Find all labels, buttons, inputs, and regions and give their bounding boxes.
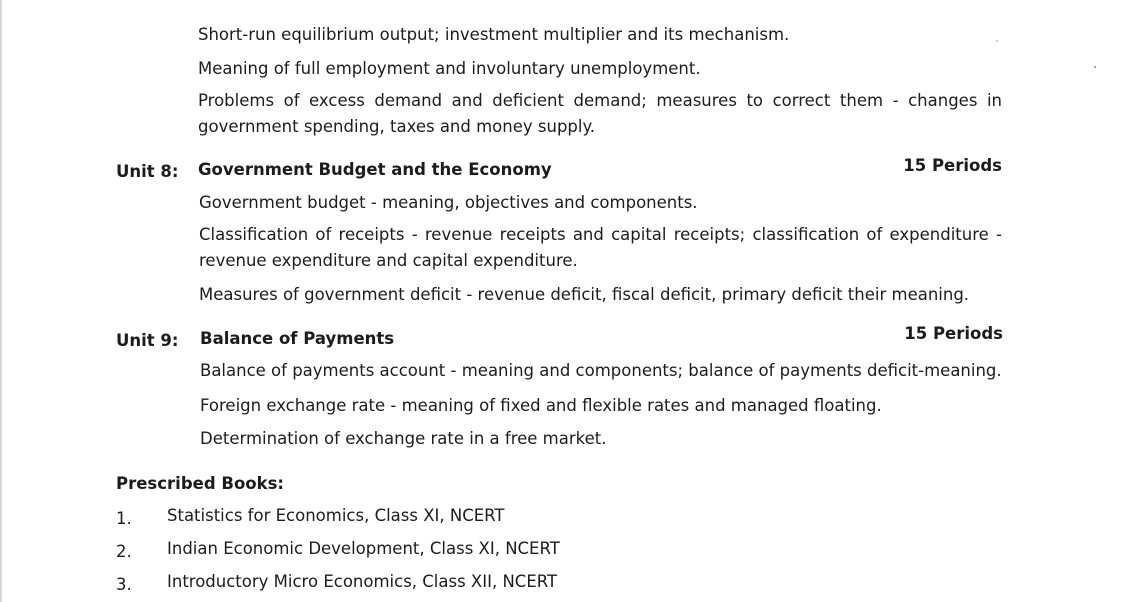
scan-speck [996,40,998,42]
book-number: 3. [116,575,132,594]
unit9-line-2: Foreign exchange rate - meaning of fixed and flexible rates and managed floating. [200,396,882,415]
intro-paragraph-3 [198,88,1002,113]
intro-line-1: Short-run equilibrium output; investment multiplier and its mechanism. [198,25,790,44]
book-number: 1. [116,509,132,528]
scan-edge [0,0,3,602]
book-number: 2. [116,542,132,561]
unit8-periods: 15 Periods [903,156,1002,175]
book-title: Indian Economic Development, Class XI, NCERT [167,539,560,558]
unit9-periods: 15 Periods [904,324,1003,343]
unit8-title: Government Budget and the Economy [198,160,552,179]
unit8-line-2: Classification of receipts - revenue receipts and capital receipts; classification of expenditure - [199,225,1002,244]
unit9-line-3: Determination of exchange rate in a free market. [200,429,607,448]
unit8-paragraph-2 [199,222,1002,247]
unit9-line-1: Balance of payments account - meaning and components; balance of payments deficit-meaning. [200,361,1002,380]
unit8-line-1: Government budget - meaning, objectives and components. [199,193,698,212]
intro-line-4: government spending, taxes and money supply. [198,117,596,136]
scan-speck [1094,66,1096,68]
books-heading: Prescribed Books: [116,474,285,493]
book-title: Statistics for Economics, Class XI, NCERT [167,506,505,525]
intro-line-3: Problems of excess demand and deficient demand; measures to correct them - changes in [198,91,1002,110]
unit8-label: Unit 8: [116,162,179,181]
unit8-line-3: revenue expenditure and capital expenditure. [199,251,578,270]
intro-line-2: Meaning of full employment and involuntary unemployment. [198,59,701,78]
unit8-line-4: Measures of government deficit - revenue deficit, fiscal deficit, primary deficit their meaning. [199,285,970,304]
unit9-label: Unit 9: [116,331,179,350]
book-title: Introductory Micro Economics, Class XII, NCERT [167,572,558,591]
unit9-title: Balance of Payments [200,329,395,348]
